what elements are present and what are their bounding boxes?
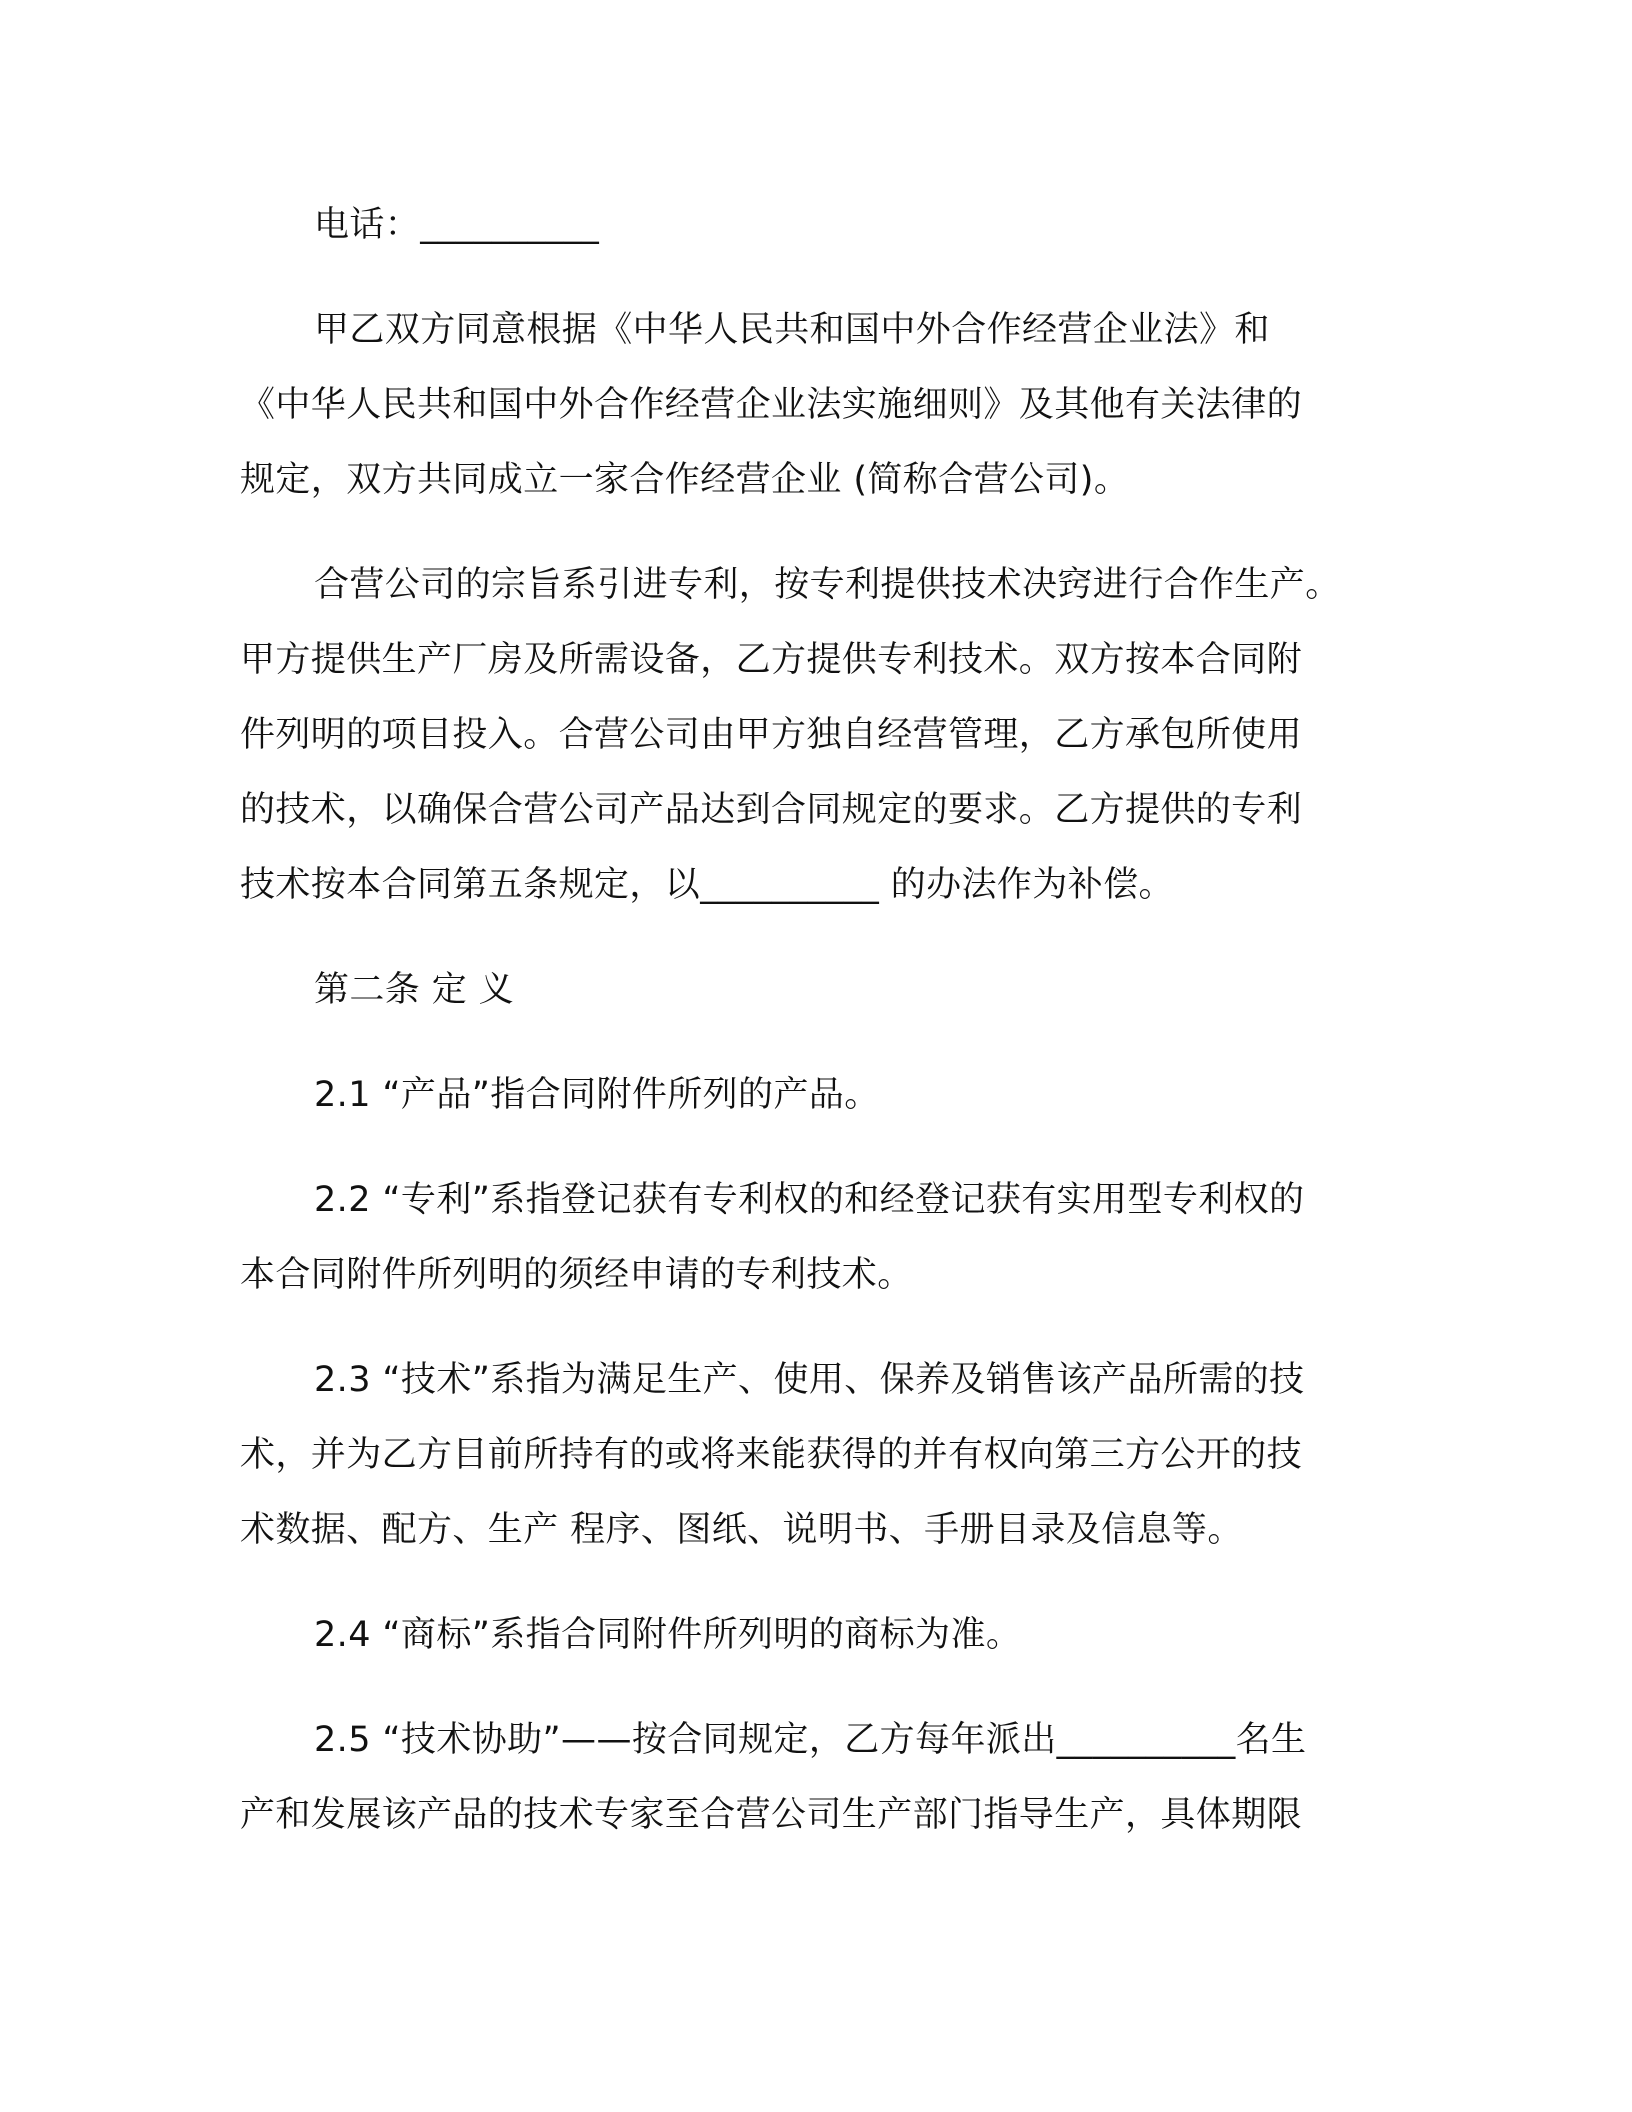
definition-2-2-line: 本合同附件所列明的须经申请的专利技术。 [240,1255,913,1295]
purpose-line: 甲方提供生产厂房及所需设备，乙方提供专利技术。双方按本合同附 [240,640,1303,680]
definition-2-4-text: 2.4 “商标”系指合同附件所列明的商标为准。 [314,1615,1022,1655]
definition-2-2 [240,1163,1380,1313]
definition-2-3-line: 2.3 “技术”系指为满足生产、使用、保养及销售该产品所需的技 [314,1360,1305,1400]
definition-2-5-line: 2.5 “技术协助”——按合同规定，乙方每年派出__________名生 [314,1720,1307,1760]
intro-line: 规定，双方共同成立一家合作经营企业 (简称合营公司)。 [240,460,1130,500]
definition-2-5-line: 产和发展该产品的技术专家至合营公司生产部门指导生产，具体期限 [240,1795,1303,1835]
definition-2-1-text: 2.1 “产品”指合同附件所列的产品。 [314,1075,880,1115]
intro-line: 《中华人民共和国中外合作经营企业法实施细则》及其他有关法律的 [240,385,1303,425]
definition-2-5 [240,1703,1380,1853]
definition-2-3-line: 术，并为乙方目前所持有的或将来能获得的并有权向第三方公开的技 [240,1435,1303,1475]
purpose-paragraph [240,548,1380,923]
purpose-line: 技术按本合同第五条规定，以__________ 的办法作为补偿。 [240,865,1174,905]
purpose-line: 合营公司的宗旨系引进专利，按专利提供技术决窍进行合作生产。 [314,565,1341,605]
phone-text: 电话：__________ [314,205,600,245]
definition-2-4 [240,1598,1380,1673]
definition-2-3-line: 术数据、配方、生产 程序、图纸、说明书、手册目录及信息等。 [240,1510,1243,1550]
definition-2-1 [240,1058,1380,1133]
purpose-line: 的技术，以确保合营公司产品达到合同规定的要求。乙方提供的专利 [240,790,1303,830]
purpose-line: 件列明的项目投入。合营公司由甲方独自经营管理，乙方承包所使用 [240,715,1303,755]
intro-line: 甲乙双方同意根据《中华人民共和国中外合作经营企业法》和 [314,310,1270,350]
definition-2-3 [240,1343,1380,1568]
article-two-title: 第二条 定 义 [314,970,515,1010]
definition-2-2-line: 2.2 “专利”系指登记获有专利权的和经登记获有实用型专利权的 [314,1180,1305,1220]
document-content [240,188,1380,1853]
intro-paragraph [240,293,1380,518]
article-two-heading [240,953,1380,1028]
phone-line [240,188,1380,263]
